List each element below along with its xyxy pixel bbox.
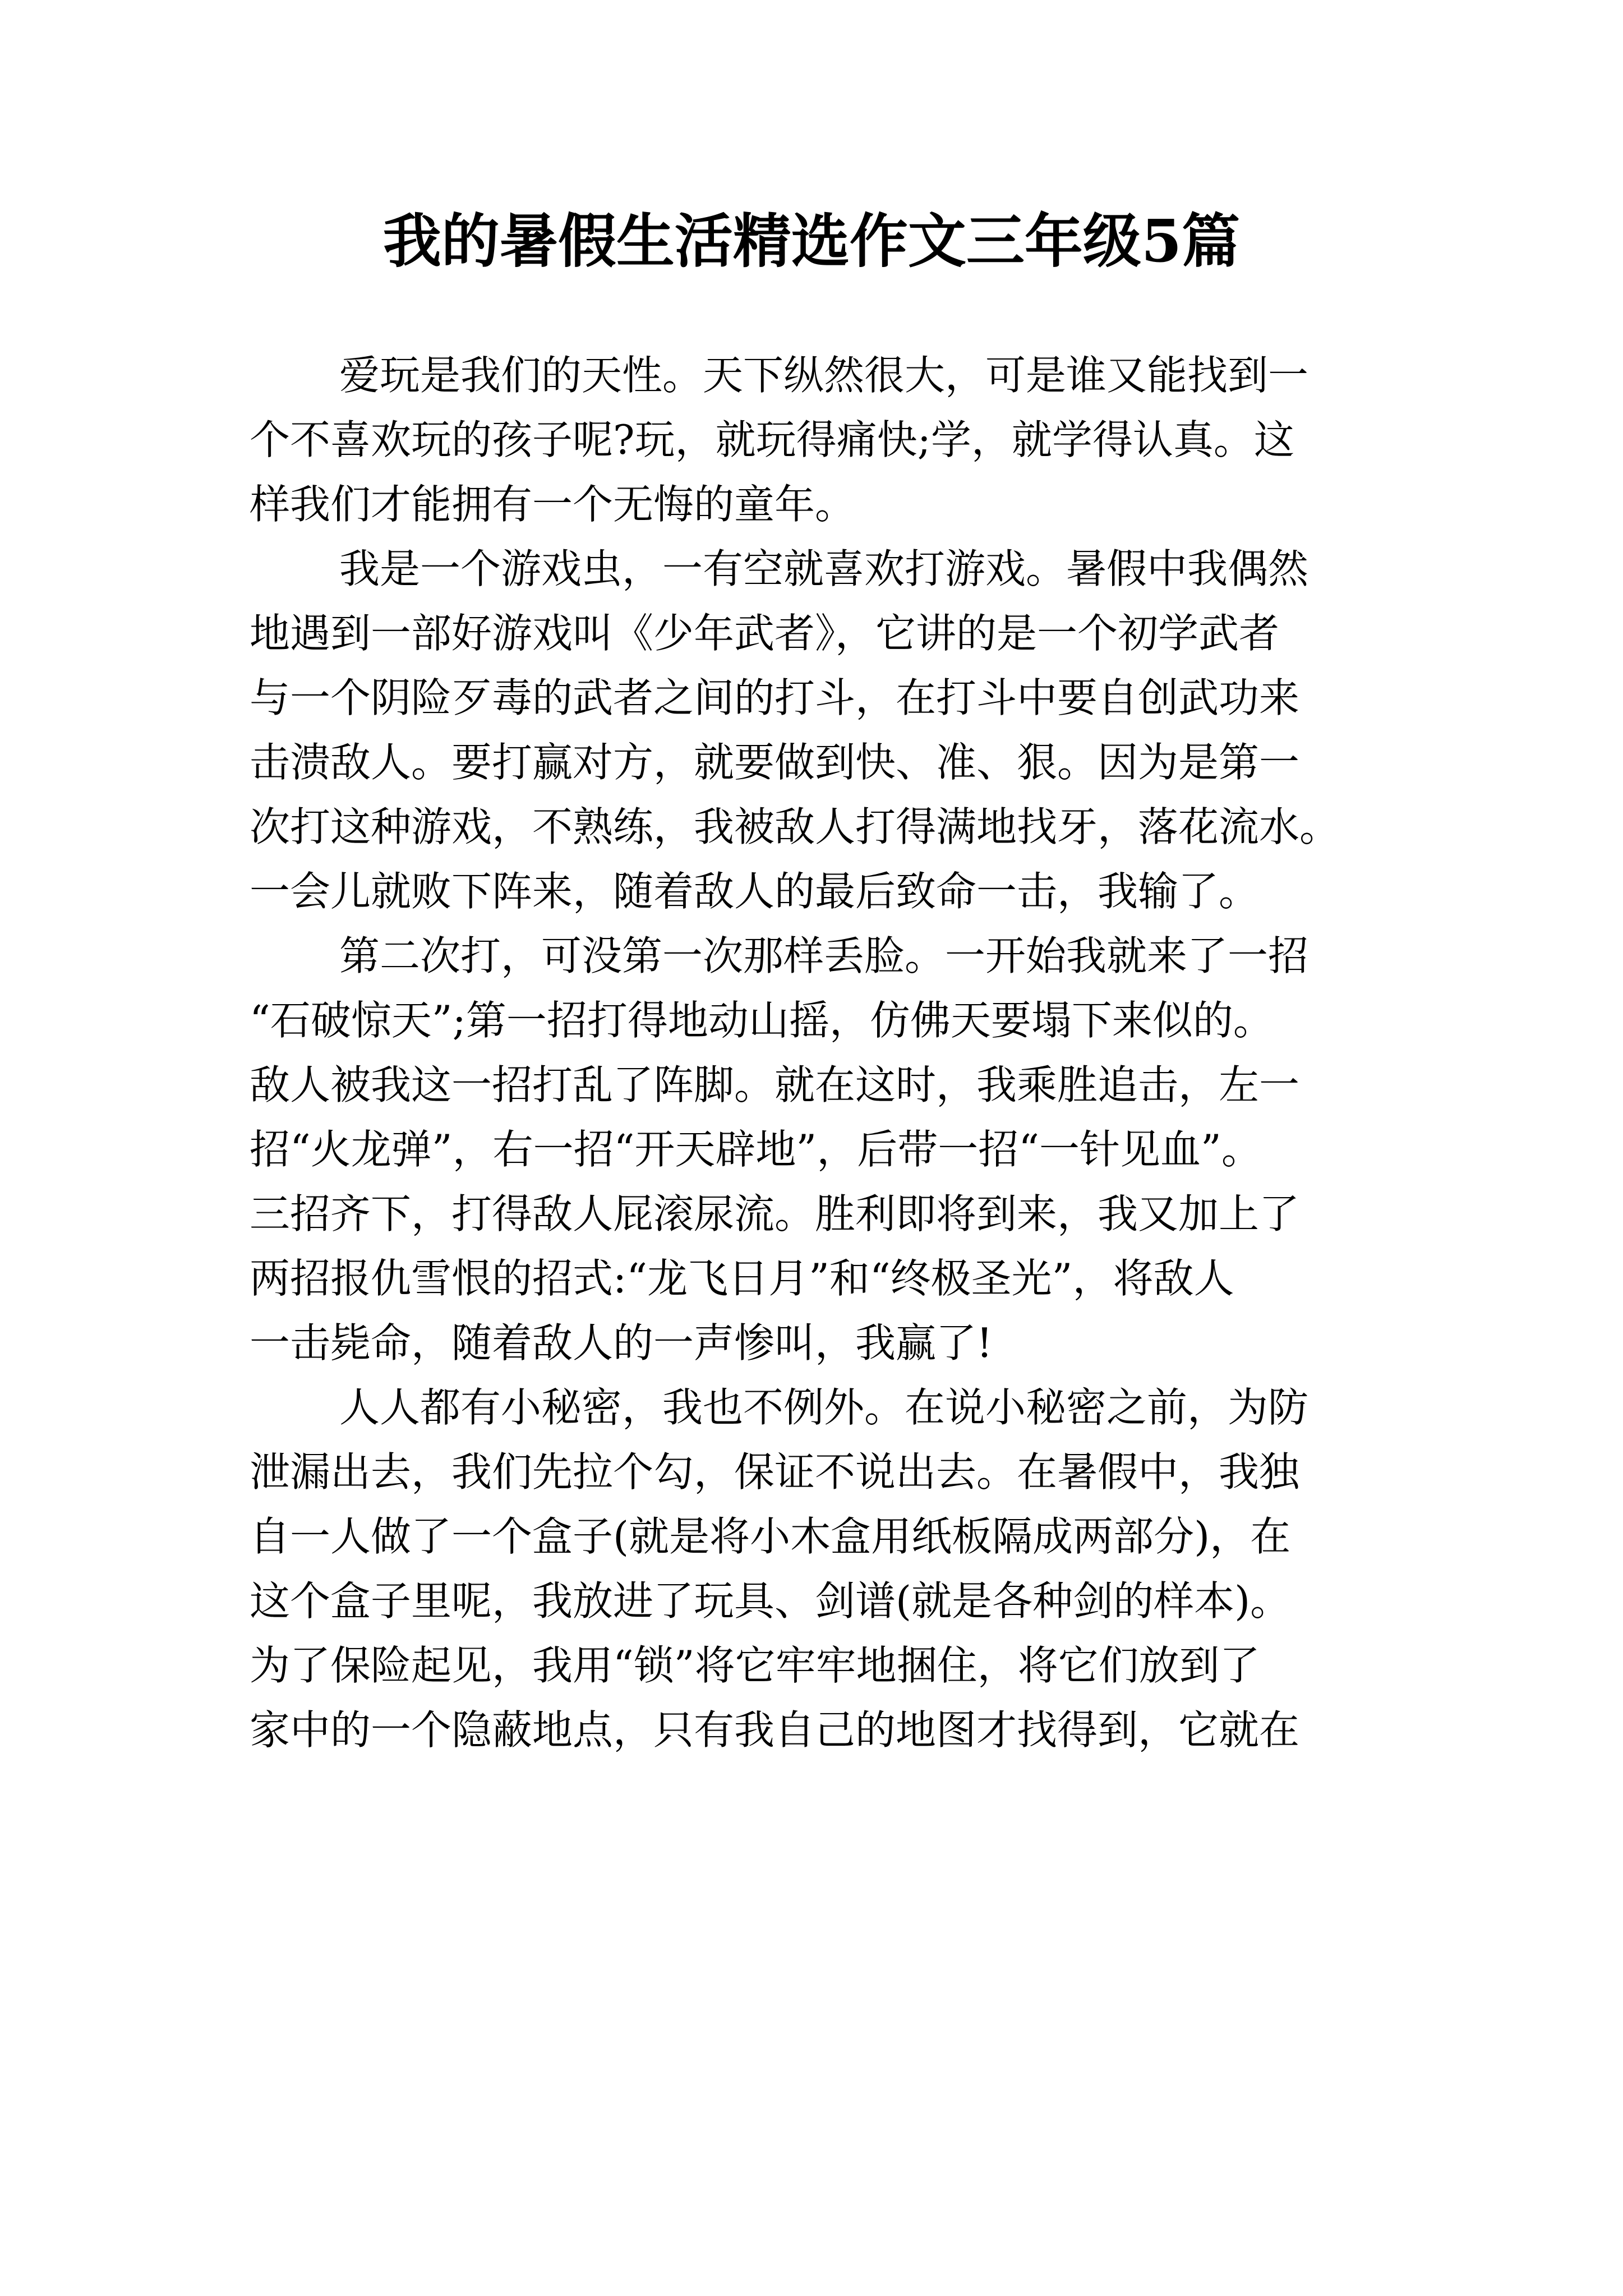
document-title: 我的暑假生活精选作文三年级5篇 [382, 206, 1241, 275]
paragraph-line: 三招齐下，打得敌人屁滚尿流。胜利即将到来，我又加上了 [250, 1190, 1300, 1237]
paragraph-line: 一击毙命，随着敌人的一声惨叫，我赢了! [250, 1319, 993, 1366]
paragraph-line: 与一个阴险歹毒的武者之间的打斗，在打斗中要自创武功来 [250, 674, 1300, 721]
paragraph-4 [250, 1375, 1394, 1763]
paragraph-line: 为了保险起见，我用“锁”将它牢牢地捆住，将它们放到了 [250, 1642, 1260, 1689]
document-body [250, 343, 1394, 1763]
paragraph-line: 自一人做了一个盒子(就是将小木盒用纸板隔成两部分)，在 [250, 1513, 1291, 1560]
paragraph-line: 招“火龙弹”，右一招“开天辟地”，后带一招“一针见血”。 [250, 1126, 1262, 1173]
paragraph-line: 我是一个游戏虫，一有空就喜欢打游戏。暑假中我偶然 [339, 545, 1309, 592]
paragraph-line: 样我们才能拥有一个无悔的童年。 [250, 481, 856, 528]
paragraph-line: 敌人被我这一招打乱了阵脚。就在这时，我乘胜追击，左一 [250, 1061, 1300, 1108]
paragraph-line: 人人都有小秘密，我也不例外。在说小秘密之前，为防 [339, 1384, 1309, 1431]
paragraph-1 [250, 343, 1394, 537]
paragraph-2 [250, 537, 1394, 924]
paragraph-line: 地遇到一部好游戏叫《少年武者》，它讲的是一个初学武者 [250, 610, 1280, 657]
paragraph-line: 家中的一个隐蔽地点，只有我自己的地图才找得到，它就在 [250, 1706, 1300, 1754]
paragraph-line: 爱玩是我们的天性。天下纵然很大，可是谁又能找到一 [339, 352, 1309, 399]
paragraph-line: 个不喜欢玩的孩子呢?玩，就玩得痛快;学，就学得认真。这 [250, 416, 1294, 463]
paragraph-line: 这个盒子里呢，我放进了玩具、剑谱(就是各种剑的样本)。 [250, 1577, 1291, 1625]
paragraph-line: 两招报仇雪恨的招式:“龙飞日月”和“终极圣光”，将敌人 [250, 1255, 1234, 1302]
paragraph-line: 击溃敌人。要打赢对方，就要做到快、准、狠。因为是第一 [250, 739, 1300, 786]
paragraph-line: “石破惊天”;第一招打得地动山摇，仿佛天要塌下来似的。 [250, 997, 1274, 1044]
paragraph-3 [250, 924, 1394, 1375]
paragraph-line: 一会儿就败下阵来，随着敌人的最后致命一击，我输了。 [250, 868, 1260, 915]
paragraph-line: 次打这种游戏，不熟练，我被敌人打得满地找牙，落花流水。 [250, 803, 1340, 850]
paragraph-line: 泄漏出去，我们先拉个勾，保证不说出去。在暑假中，我独 [250, 1448, 1300, 1496]
paragraph-line: 第二次打，可没第一次那样丢脸。一开始我就来了一招 [339, 932, 1309, 979]
